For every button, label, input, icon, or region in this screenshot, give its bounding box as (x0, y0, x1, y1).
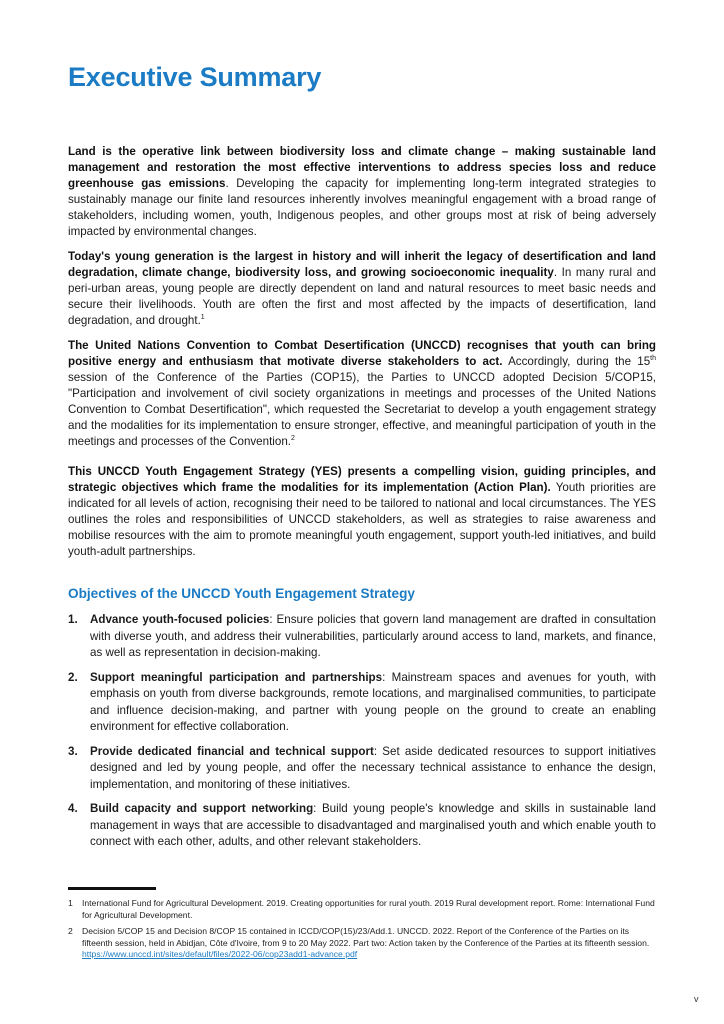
objective-text: : Build young people's knowledge and skills in sustainable land management in ways that are accessible to disadvantaged and marginalised youth and which enable youth to connect with each other, adults, and other relevant stakeholders. (90, 802, 656, 848)
footnote-number: 1 (68, 898, 73, 908)
paragraph-young-generation (68, 249, 656, 329)
objective-title: Build capacity and support networking (90, 802, 314, 815)
objectives-heading: Objectives of the UNCCD Youth Engagement Strategy (68, 586, 415, 601)
paragraph-text: session of the Conference of the Parties (COP15), the Parties to UNCCD adopted Decision 5/COP15, "Participation and involvement of civil society organizations in meetings and processes of the United Nations Convention to Combat Desertification", which requested the Secretariat to develop a youth engagement strategy and the modalities for its implementation to ensure stronger, effective, and meaningful participation of youth in the meetings and processes of the Convention. (68, 371, 656, 448)
footnote-ref[interactable]: 1 (200, 314, 205, 322)
page-title: Executive Summary (68, 62, 322, 92)
objective-number: 3. (68, 744, 78, 758)
objective-number: 2. (68, 670, 78, 684)
footnote-text: International Fund for Agricultural Development. 2019. Creating opportunities for rural youth. 2019 Rural development report. Rome: International Fund for Agricultural Development. (82, 898, 655, 920)
paragraph-lead: The United Nations Convention to Combat Desertification (UNCCD) recognises that youth can bring positive energy and enthusiasm that motivate diverse stakeholders to act. (68, 339, 656, 368)
objective-number: 1. (68, 613, 78, 626)
objective-text: : Set aside dedicated resources to support initiatives designed and led by young people, and offer the necessary technical assistance to enhance the design, implementation, and monitoring of these initiatives. (90, 744, 656, 791)
page-number: v (694, 994, 699, 1004)
objective-item (68, 612, 656, 662)
objective-text: : Ensure policies that govern land management are drafted in consultation with diverse youth, and address their vulnerabilities, particularly around access to land, markets, and finance, as well as representation in decision-making. (90, 613, 656, 659)
paragraph-yes (68, 464, 656, 560)
footnote-link[interactable]: https://www.unccd.int/sites/default/files/2022-06/cop23add1-advance.pdf (82, 949, 358, 959)
footnote-number: 2 (68, 926, 73, 936)
objective-number: 4. (68, 802, 78, 815)
paragraph-unccd (68, 338, 656, 450)
paragraph-text: . Developing the capacity for implementing long-term integrated strategies to sustainably manage our finite land resources inherently involves meaningful engagement with a broad range of stakeholders, including women, youth, Indigenous peoples, and other groups most at risk of being adversely impacted by environmental changes. (68, 177, 656, 238)
paragraph-text: . In many rural and peri-urban areas, young people are directly dependent on land and natural resources to meet basic needs and secure their livelihoods. Youth are often the first and most affected by the impacts of desertification, land degradation, and drought. (68, 266, 656, 327)
paragraph-text: Accordingly, during the 15 (502, 355, 651, 368)
paragraph-text: Youth priorities are indicated for all levels of action, recognising their need to be tailored to national and local circumstances. The YES outlines the roles and responsibilities of UNCCD stakeholders, as well as strategies to raise awareness and mobilise resources with the aim to promote meaningful youth engagement, support youth-led initiatives, and build youth-adult partnerships. (68, 481, 656, 558)
footnote-divider (68, 887, 156, 890)
objective-text: : Mainstream spaces and avenues for youth, with emphasis on youth from diverse backgrounds, remote locations, and marginalised communities, to participate and influence decision-making, and partner with young people on the ground to create an enabling environment for effective collaboration. (90, 670, 656, 733)
footnote-1 (68, 898, 658, 921)
footnote-text: Decision 5/COP 15 and Decision 8/COP 15 contained in ICCD/COP(15)/23/Add.1. UNCCD. 2022. Report of the Conference of the Parties on its fifteenth session, held in Abidjan, Côte d'Ivoire, from 9 to 20 May 2022. Part two: Action taken by the Conference of the Parties at its fifteenth session. (82, 926, 650, 948)
paragraph-lead: Land is the operative link between biodiversity loss and climate change – making sustainable land management and restoration the most effective interventions to address species loss and reduce greenhouse gas emissions (68, 145, 656, 190)
paragraph-land (68, 144, 656, 240)
intro-paragraphs (68, 144, 656, 569)
objective-title: Advance youth-focused policies (90, 613, 270, 626)
paragraph-lead: This UNCCD Youth Engagement Strategy (YES) presents a compelling vision, guiding principles, and strategic objectives which frame the modalities for its implementation (Action Plan). (68, 465, 656, 494)
objective-item (68, 801, 656, 851)
objective-title: Provide dedicated financial and technical support (90, 744, 374, 758)
footnote-2 (68, 926, 658, 961)
paragraph-lead: Today's young generation is the largest in history and will inherit the legacy of desertification and land degradation, climate change, biodiversity loss, and growing socioeconomic inequality (68, 250, 656, 279)
ordinal-suffix: th (650, 355, 657, 363)
footnote-ref[interactable]: 2 (291, 435, 295, 443)
objective-title: Support meaningful participation and partnerships (90, 670, 383, 684)
footnotes (68, 898, 658, 966)
objective-item (68, 744, 656, 794)
objective-item (68, 670, 656, 736)
objectives-list (68, 612, 656, 859)
